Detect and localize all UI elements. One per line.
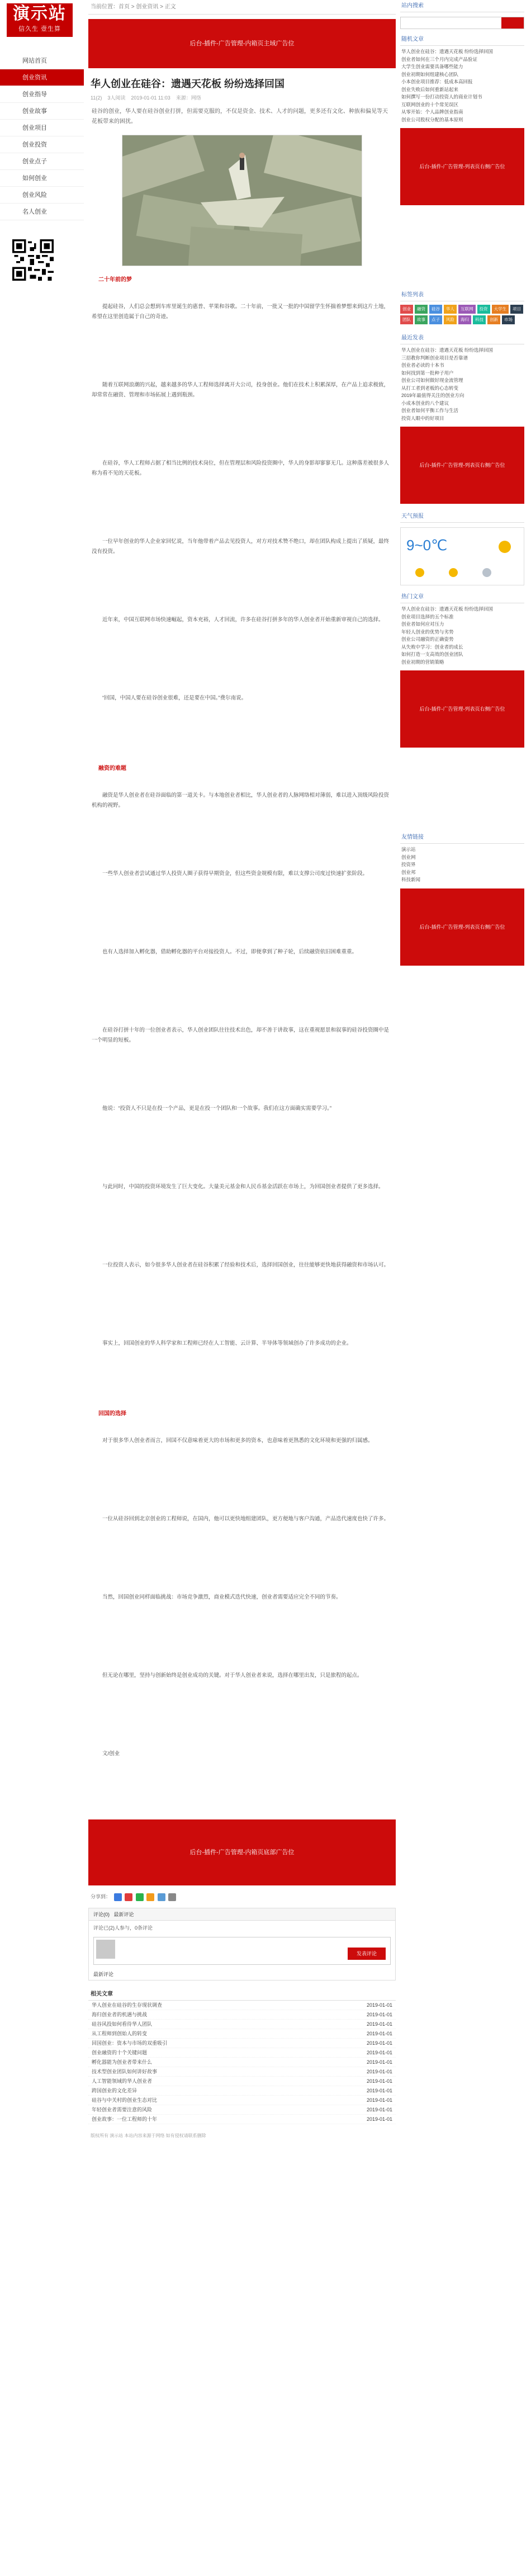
news-title[interactable]: 回国创业：资本与市场的双重吸引 bbox=[92, 2040, 168, 2046]
paragraph: 随着互联网浪潮的兴起，越来越多的华人工程师选择离开大公司，投身创业。他们在技术上积累深厚，在产品上追求极致，却常常在融资、管理和市场拓展上遇到瓶颈。 bbox=[92, 382, 390, 398]
logo-subtitle: 信久生 壹生算 bbox=[18, 26, 61, 32]
news-date: 2019-01-01 bbox=[366, 2040, 392, 2046]
related-news-item[interactable] bbox=[88, 2039, 396, 2048]
hot-article-link[interactable]: 创业公司股权分配的基本原则 bbox=[401, 116, 463, 122]
paragraph: 一位投资人表示，如今很多华人创业者在硅谷积累了经验和技术后，选择回国创业，往往能够更快地获得融资和市场认可。 bbox=[102, 1262, 390, 1268]
weather-forecast-icon bbox=[409, 565, 515, 580]
random-article-link[interactable]: 华人创业在硅谷：遗遇天花板 纷纷选择回国 bbox=[401, 606, 493, 612]
comment-tab-latest[interactable]: 最新评论 bbox=[113, 1912, 134, 1917]
nav-item-9[interactable]: 名人创业 bbox=[0, 204, 84, 220]
logo-title: 演示站 bbox=[13, 4, 67, 23]
nav-item-4[interactable]: 创业项目 bbox=[0, 120, 84, 136]
right-ad-4[interactable]: 后台-插件-广告管理-列表页右侧广告位 bbox=[400, 888, 524, 966]
paragraph: 事实上，回国创业的华人科学家和工程师已经在人工智能、云计算、半导体等领域创办了许多成功的企业。 bbox=[102, 1340, 352, 1346]
paragraph: 一位从硅谷回到北京创业的工程师说，在国内，他可以更快地组建团队，更方便地与客户沟通，产品迭代速度也快了许多。 bbox=[102, 1516, 390, 1522]
hot-article-link[interactable]: 创业初期如何组建核心团队 bbox=[401, 71, 459, 77]
latest-article-link[interactable]: 创业公司如何做好现金流管理 bbox=[401, 377, 463, 383]
nav-item-7[interactable]: 如何创业 bbox=[0, 170, 84, 187]
random-article-link[interactable]: 创业公司融资的正确姿势 bbox=[401, 636, 454, 642]
random-article-link[interactable]: 创业者如何应对压力 bbox=[401, 621, 444, 627]
latest-comments-label: 最新评论 bbox=[93, 1972, 114, 1977]
weather-heading: 天气预报 bbox=[400, 511, 524, 523]
latest-article-link[interactable]: 投资人眼中的好项目 bbox=[401, 415, 444, 421]
qr-code-icon bbox=[12, 239, 54, 290]
submit-comment-button[interactable]: 发表评论 bbox=[348, 1948, 386, 1960]
paragraph: 融资是华人创业者在硅谷面临的第一道关卡。与本地创业者相比，华人创业者的人脉网络相对薄弱，难以进入顶级风险投资机构的视野。 bbox=[92, 792, 390, 809]
ad-banner-top[interactable]: 后台-插件-广告管理-内箱页主域广告位 bbox=[88, 19, 396, 68]
hot-article-link[interactable]: 小本创业项目推荐：低成本高回报 bbox=[401, 79, 473, 84]
tag-chip[interactable]: 项目 bbox=[510, 305, 523, 314]
paragraph: 在硅谷打拼十年的一位创业者表示，华人创业团队往往技术出色，却不善于讲故事，这在重视愿景和叙事的硅谷投资圈中是一个明显的短板。 bbox=[92, 1027, 390, 1043]
news-date: 2019-01-01 bbox=[366, 2059, 392, 2065]
tag-chip[interactable]: 创新 bbox=[487, 315, 500, 324]
breadcrumb-text[interactable]: 当前位置：首页 > 创业资讯 > 正文 bbox=[91, 4, 176, 10]
latest-article-link[interactable]: 创业者必读的十本书 bbox=[401, 362, 444, 368]
random-article-link[interactable]: 从失败中学习：创业者的成长 bbox=[401, 644, 463, 650]
random-article-link[interactable]: 如何打造一支高效的创业团队 bbox=[401, 651, 463, 657]
nav-item-3[interactable]: 创业故事 bbox=[0, 103, 84, 120]
meta-item: 3人阅读 bbox=[107, 95, 126, 101]
friend-link[interactable]: 科技新闻 bbox=[401, 877, 421, 882]
nav-item-8[interactable]: 创业风险 bbox=[0, 187, 84, 204]
news-title[interactable]: 技术型创业团队如何讲好故事 bbox=[92, 2069, 158, 2074]
paragraph: 他说：“投资人不只是在投一个产品，更是在投一个团队和一个故事。我们在这方面确实需要学习。” bbox=[102, 1105, 332, 1112]
news-title[interactable]: 年轻创业者需要注意的风险 bbox=[92, 2107, 153, 2112]
tag-chip[interactable]: 海归 bbox=[458, 315, 471, 324]
news-date: 2019-01-01 bbox=[366, 2031, 392, 2036]
paragraph: 提起硅谷，人们总会想到车库里诞生的惠普、苹果和谷歌。二十年前，一批又一批的中国留学生怀揣着梦想来到这片土地，希望在这里创造属于自己的奇迹。 bbox=[92, 304, 390, 320]
hot-article-link[interactable]: 从零开始：个人品牌创业指南 bbox=[401, 109, 463, 115]
friend-link[interactable]: 创业网 bbox=[401, 854, 416, 860]
tag-chip[interactable]: 创业 bbox=[400, 305, 413, 314]
latest-article-link[interactable]: 小成本创业的八个建议 bbox=[401, 400, 449, 406]
article-title: 华人创业在硅谷：遗遇天花板 纷纷选择回国 bbox=[91, 78, 285, 89]
related-news-item[interactable] bbox=[88, 2077, 396, 2086]
news-title[interactable]: 硅谷与中关村的创业生态对比 bbox=[92, 2097, 158, 2103]
news-date: 2019-01-01 bbox=[366, 2097, 392, 2103]
news-date: 2019-01-01 bbox=[366, 2021, 392, 2027]
tag-chip[interactable]: 硅谷 bbox=[429, 305, 442, 314]
news-date: 2019-01-01 bbox=[366, 2107, 392, 2112]
related-news-item[interactable] bbox=[88, 2067, 396, 2077]
news-title[interactable]: 创业故事：一位工程师的十年 bbox=[92, 2116, 158, 2122]
news-title[interactable]: 跨国创业的文化差异 bbox=[92, 2088, 138, 2093]
tag-chip[interactable]: 团队 bbox=[400, 315, 413, 324]
meta-item: 2019-01-01 11:03 bbox=[131, 95, 170, 101]
tag-chip[interactable]: 风险 bbox=[444, 315, 457, 324]
latest-article-link[interactable]: 从打工者到老板的心态转变 bbox=[401, 385, 459, 391]
comment-tab-count[interactable]: 评论(0) bbox=[93, 1912, 110, 1917]
links-heading: 友情链接 bbox=[400, 831, 524, 844]
nav-item-0[interactable]: 网站首页 bbox=[0, 53, 84, 69]
related-news-title: 相关文章 bbox=[88, 1988, 396, 2001]
related-news-item[interactable] bbox=[88, 2115, 396, 2124]
related-news-item[interactable] bbox=[88, 2096, 396, 2105]
tag-chip[interactable]: 互联网 bbox=[458, 305, 476, 314]
section-heading: 回国的选择 bbox=[98, 1411, 126, 1417]
weather-sun-icon bbox=[494, 536, 516, 558]
nav-item-5[interactable]: 创业投资 bbox=[0, 136, 84, 153]
news-title[interactable]: 从工程师到创始人的转变 bbox=[92, 2031, 148, 2036]
right-ad-1[interactable]: 后台-插件-广告管理-列表页右侧广告位 bbox=[400, 128, 524, 205]
tags-heading: 标签列表 bbox=[400, 289, 524, 301]
hot-article-link[interactable]: 互联网创业的十个常见误区 bbox=[401, 101, 459, 107]
share-qzone-icon[interactable] bbox=[114, 1893, 122, 1901]
share-weibo-icon[interactable] bbox=[125, 1893, 132, 1901]
news-title[interactable]: 海归创业者的机遇与挑战 bbox=[92, 2012, 148, 2017]
random-article-link[interactable]: 年轻人创业的优势与劣势 bbox=[401, 628, 454, 635]
friend-link[interactable]: 演示站 bbox=[401, 847, 416, 852]
section-heading: 二十年前的梦 bbox=[98, 277, 132, 283]
meta-item: 来源：网络 bbox=[176, 95, 201, 101]
share-label: 分享到： bbox=[91, 1894, 111, 1899]
breadcrumb bbox=[88, 0, 396, 15]
comment-prompt: 评论已(2)人参与，0条评论 bbox=[93, 1925, 153, 1931]
share-qq-icon[interactable] bbox=[158, 1893, 165, 1901]
weather-temp: 9~0℃ bbox=[406, 537, 448, 554]
share-tencent-icon[interactable] bbox=[146, 1893, 154, 1901]
article-image bbox=[122, 135, 362, 266]
hot-article-link[interactable]: 创业者如何在三个月内完成产品验证 bbox=[401, 56, 478, 62]
article-lead: 硅谷的创业，华人要在硅谷创业打拼，但需要克服的，不仅是资金、技术、人才的问题，更多还有文化、种族和偏见等天花板带来的困扰。 bbox=[92, 108, 388, 125]
main-column bbox=[88, 0, 396, 2140]
hot-article-link[interactable]: 华人创业在硅谷：遗遇天花板 纷纷选择回国 bbox=[401, 49, 493, 54]
search-box bbox=[400, 17, 524, 29]
paragraph: 与此同时，中国的投资环境发生了巨大变化。大量美元基金和人民币基金活跃在市场上，为回国创业者提供了更多选择。 bbox=[102, 1184, 384, 1190]
search-button[interactable] bbox=[501, 17, 524, 29]
ad-banner-bottom[interactable]: 后台-插件-广告管理-内箱页底部广告位 bbox=[88, 1819, 396, 1885]
article-body bbox=[88, 275, 396, 1811]
news-title[interactable]: 人工智能领域的华人创业者 bbox=[92, 2078, 153, 2084]
news-title[interactable]: 创业融资的十个关键问题 bbox=[92, 2050, 148, 2055]
tag-chip[interactable]: 点子 bbox=[429, 315, 442, 324]
news-date: 2019-01-01 bbox=[366, 2012, 392, 2017]
paragraph: “回国，中国人要在硅谷创业很难，还是要在中国。”费尔南说。 bbox=[102, 695, 247, 701]
main-nav bbox=[0, 53, 84, 220]
search-input[interactable] bbox=[401, 17, 501, 29]
section-heading: 融资的难题 bbox=[98, 765, 126, 772]
news-title[interactable]: 孵化器能为创业者带来什么 bbox=[92, 2059, 153, 2065]
latest-article-link[interactable]: 如何找到第一批种子用户 bbox=[401, 370, 454, 376]
latest-heading: 最近发表 bbox=[400, 332, 524, 344]
tag-chip[interactable]: 投资 bbox=[477, 305, 490, 314]
latest-article-link[interactable]: 华人创业在硅谷：遗遇天花板 纷纷选择回国 bbox=[401, 347, 493, 353]
news-date: 2019-01-01 bbox=[366, 2088, 392, 2093]
hot-heading: 随机文章 bbox=[400, 34, 524, 46]
tag-chip[interactable]: 科技 bbox=[473, 315, 486, 324]
related-news-item[interactable] bbox=[88, 2086, 396, 2096]
tag-chip[interactable]: 融资 bbox=[415, 305, 428, 314]
news-date: 2019-01-01 bbox=[366, 2050, 392, 2055]
paragraph: 当然，回国创业同样面临挑战：市场竞争激烈，商业模式迭代快速，创业者需要适应完全不同的节奏。 bbox=[102, 1594, 342, 1600]
hot-article-link[interactable]: 大学生创业需要具备哪些能力 bbox=[401, 64, 463, 69]
paragraph: 但无论在哪里，坚持与创新始终是创业成功的关键。对于华人创业者来说，选择在哪里出发，只是旅程的起点。 bbox=[102, 1672, 363, 1679]
news-date: 2019-01-01 bbox=[366, 2069, 392, 2074]
friend-link[interactable]: 投资界 bbox=[401, 862, 416, 867]
left-sidebar bbox=[0, 0, 84, 290]
related-news-item[interactable] bbox=[88, 2020, 396, 2029]
friend-link[interactable]: 创业邦 bbox=[401, 869, 416, 875]
news-date: 2019-01-01 bbox=[366, 2078, 392, 2084]
paragraph: 近年来，中国互联网市场快速崛起，资本充裕，人才回流，许多在硅谷打拼多年的华人创业者开始重新审视自己的选择。 bbox=[102, 617, 384, 623]
search-heading: 站内搜索 bbox=[400, 0, 524, 12]
comment-input[interactable] bbox=[93, 1937, 391, 1965]
share-wechat-icon[interactable] bbox=[136, 1893, 144, 1901]
right-ad-3[interactable]: 后台-插件-广告管理-列表页右侧广告位 bbox=[400, 670, 524, 748]
comment-box bbox=[88, 1908, 396, 1981]
footer: 版权所有 演示站 本站内容来源于网络 如有侵权请联系删除 bbox=[91, 2133, 206, 2138]
news-date: 2019-01-01 bbox=[366, 2002, 392, 2008]
random-article-link[interactable]: 创业初期的营销策略 bbox=[401, 659, 444, 665]
share-more-icon[interactable] bbox=[168, 1893, 176, 1901]
meta-item: 11(2) bbox=[91, 95, 102, 101]
news-date: 2019-01-01 bbox=[366, 2116, 392, 2122]
hot-article-link[interactable]: 创业失败后如何重新站起来 bbox=[401, 86, 459, 92]
nav-item-6[interactable]: 创业点子 bbox=[0, 153, 84, 170]
hot-article-link[interactable]: 如何撰写一份打动投资人的商业计划书 bbox=[401, 94, 482, 100]
latest-article-link[interactable]: 创业者如何平衡工作与生活 bbox=[401, 408, 459, 413]
paragraph: 对于很多华人创业者而言，回国不仅意味着更大的市场和更多的资本，也意味着更熟悉的文化环境和更强的归属感。 bbox=[102, 1438, 373, 1444]
latest-article-link[interactable]: 三招教你判断创业项目是否靠谱 bbox=[401, 355, 468, 361]
random-article-link[interactable]: 创业项目选择的五个标准 bbox=[401, 613, 454, 620]
related-news-item[interactable] bbox=[88, 2001, 396, 2010]
paragraph: 一些华人创业者尝试通过华人投资人圈子获得早期资金，但这些资金规模有限，难以支撑公司度过快速扩张阶段。 bbox=[102, 871, 368, 877]
comment-tabs bbox=[89, 1908, 395, 1921]
news-title[interactable]: 华人创业在硅谷的生存现状调查 bbox=[92, 2002, 163, 2008]
paragraph: 也有人选择加入孵化器，借助孵化器的平台对接投资人。不过，即便拿到了种子轮，后续融资依旧困难重重。 bbox=[102, 949, 358, 955]
tag-chip[interactable]: 大学生 bbox=[492, 305, 509, 314]
related-news-item[interactable] bbox=[88, 2010, 396, 2020]
random-heading: 热门文章 bbox=[400, 591, 524, 603]
paragraph: 一位早年创业的华人企业家回忆说，当年他带着产品去见投资人，对方对技术赞不绝口，却在团队构成上提出了质疑，最终没有投资。 bbox=[92, 538, 390, 555]
related-news-item[interactable] bbox=[88, 2029, 396, 2039]
right-sidebar bbox=[400, 0, 524, 966]
share-bar bbox=[88, 1890, 396, 1903]
latest-article-link[interactable]: 2019年最值得关注的创业方向 bbox=[401, 393, 464, 398]
related-news-item[interactable] bbox=[88, 2048, 396, 2058]
nav-item-2[interactable]: 创业指导 bbox=[0, 86, 84, 103]
paragraph: 文/创业 bbox=[102, 1751, 120, 1757]
tag-chip[interactable]: 华人 bbox=[444, 305, 457, 314]
tag-chip[interactable]: 市场 bbox=[502, 315, 515, 324]
related-news-item[interactable] bbox=[88, 2058, 396, 2067]
site-logo[interactable] bbox=[7, 3, 73, 37]
right-ad-2[interactable]: 后台-插件-广告管理-列表页右侧广告位 bbox=[400, 427, 524, 504]
avatar bbox=[96, 1940, 115, 1959]
related-news bbox=[88, 1988, 396, 2124]
paragraph: 在硅谷，华人工程师占据了相当比例的技术岗位，但在管理层和风险投资圈中，华人的身影却寥寥无几。这种落差被很多人称为看不见的天花板。 bbox=[92, 460, 390, 476]
related-news-item[interactable] bbox=[88, 2105, 396, 2115]
nav-item-1[interactable]: 创业资讯 bbox=[0, 69, 84, 86]
article-meta bbox=[88, 91, 396, 101]
news-title[interactable]: 硅谷风投如何看待华人团队 bbox=[92, 2021, 153, 2027]
weather-widget bbox=[400, 527, 524, 585]
tag-chip[interactable]: 故事 bbox=[415, 315, 428, 324]
